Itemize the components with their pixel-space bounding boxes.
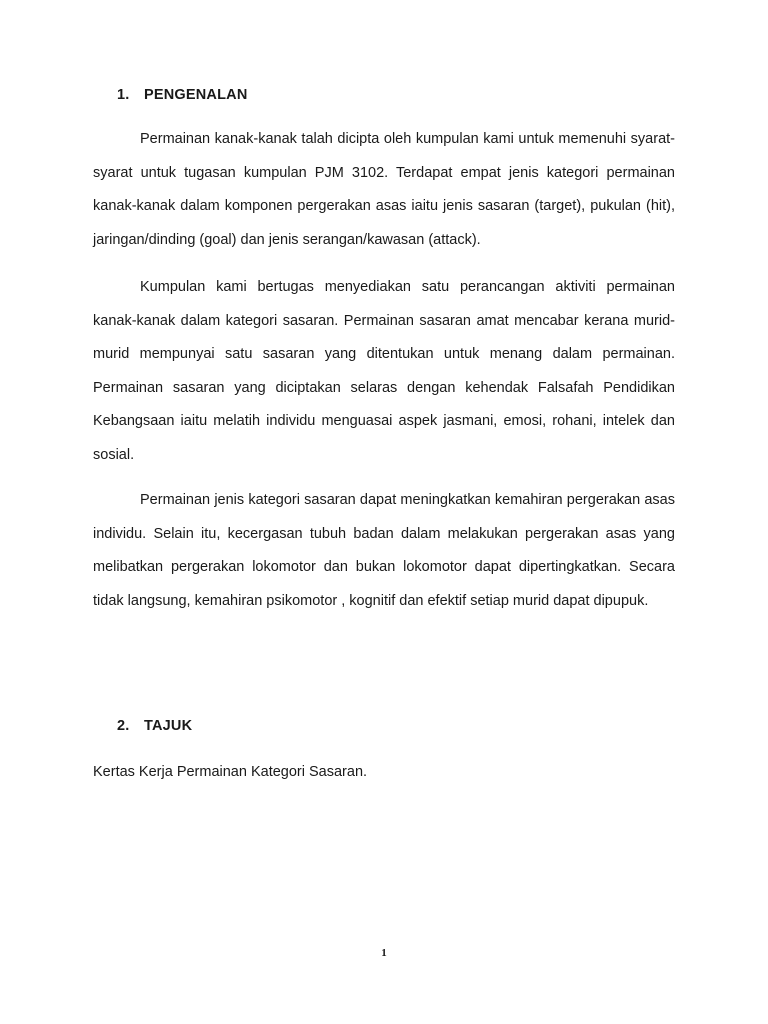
section-2-text: Kertas Kerja Permainan Kategori Sasaran.	[93, 764, 368, 780]
section-1-paragraph-1: Permainan kanak-kanak talah dicipta oleh kumpulan kami untuk memenuhi syarat-syarat untuk tugasan kumpulan PJM 3102. Terdapat empat jenis kategori permainan kanak-kanak dalam komponen pergerakan asas iaitu jenis sasaran (target), pukulan (hit), jaringan/dinding (goal) dan jenis serangan/kawasan (attack).	[93, 131, 675, 248]
section-1-heading	[117, 87, 248, 103]
page-number: 1	[381, 947, 387, 959]
section-2-title: TAJUK	[144, 718, 193, 734]
section-1-paragraph-2: Kumpulan kami bertugas menyediakan satu perancangan aktiviti permainan kanak-kanak dalam kategori sasaran. Permainan sasaran amat mencabar kerana murid-murid mempunyai satu sasaran yang ditentukan untuk menang dalam permainan. Permainan sasaran yang diciptakan selaras dengan kehendak Falsafah Pendidikan Kebangsaan iaitu melatih individu menguasai aspek jasmani, emosi, rohani, intelek dan sosial.	[93, 279, 675, 463]
section-1-title: PENGENALAN	[144, 87, 248, 103]
section-2-number: 2.	[117, 718, 130, 734]
section-1-number: 1.	[117, 87, 130, 103]
section-2-heading	[117, 718, 192, 734]
section-1-paragraph-3: Permainan jenis kategori sasaran dapat meningkatkan kemahiran pergerakan asas individu. Selain itu, kecergasan tubuh badan dalam melakukan pergerakan asas yang melibatkan pergerakan lokomotor dan bukan lokomotor dapat dipertingkatkan. Secara tidak langsung, kemahiran psikomotor , kognitif dan efektif setiap murid dapat dipupuk.	[93, 492, 675, 609]
